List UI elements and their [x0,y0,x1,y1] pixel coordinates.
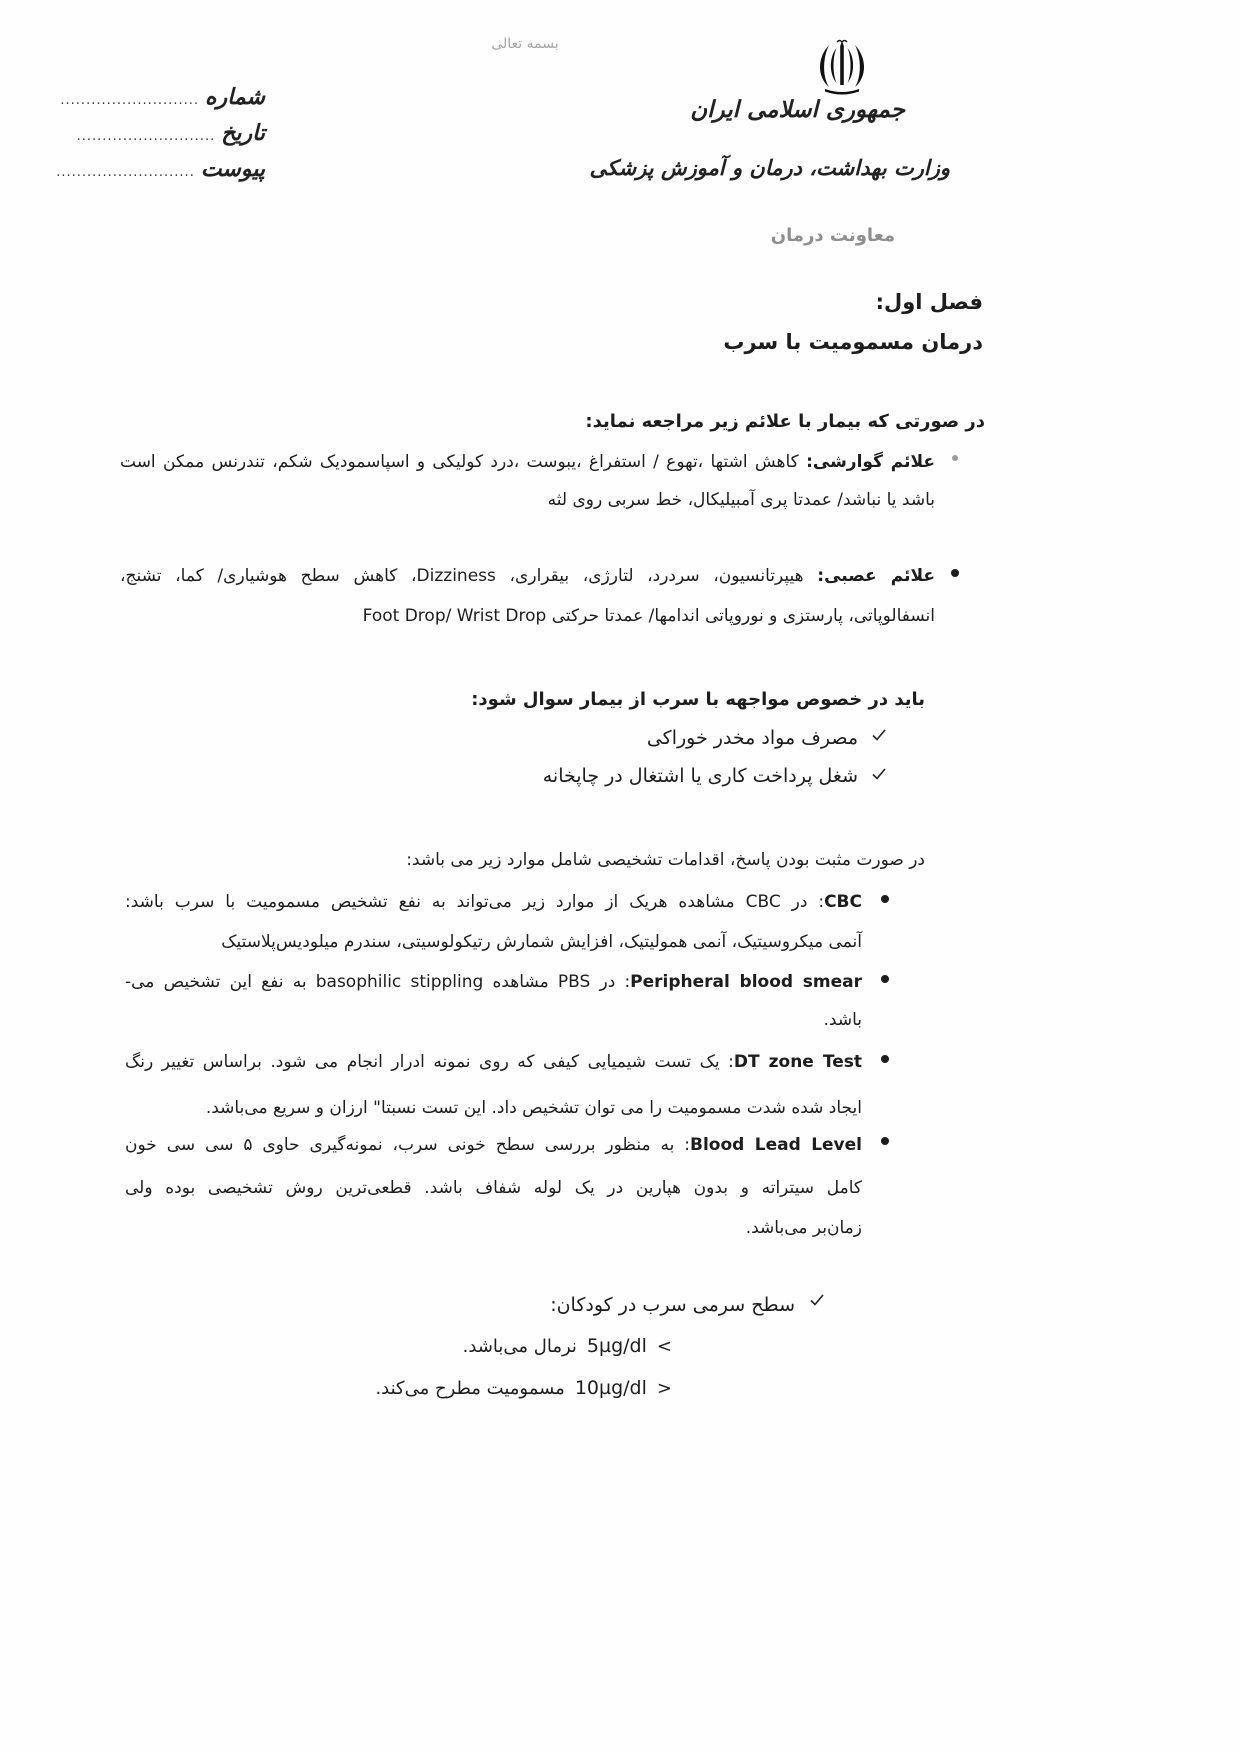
bullet-icon [952,455,958,461]
attachment-dots: ........................... [56,165,195,180]
cbc-text: : در CBC مشاهده هریک از موارد زیر می‌تواند به نفع تشخیص مسمومیت با سرب باشد: [125,892,825,912]
checkmark-icon [871,727,887,743]
bullet-icon [881,1055,889,1063]
date-field [77,118,265,153]
gi-symptoms-line-1 [120,442,935,482]
pbs-line-2: باشد. [823,1010,862,1030]
level-value: 5µg/dl [586,1335,647,1357]
exposure-check-item: مصرف مواد مخدر خوراکی [646,727,858,749]
pbs-text: : در PBS مشاهده basophilic stippling به نفع این تشخیص می- [125,972,631,992]
dt-zone-line-1 [125,1042,862,1082]
neuro-symptoms-line-2: انسفالوپاتی، پارستزی و نوروپاتی اندامها/ عمدتا حرکتی Foot Drop/ Wrist Drop [362,606,935,626]
gi-symptoms-label: علائم گوارشی: [806,452,935,472]
level-description: نرمال می‌باشد. [462,1336,577,1357]
page-title: درمان مسمومیت با سرب [723,330,983,354]
cbc-line-2: آنمی میکروسیتیک، آنمی همولیتیک، افزایش شمارش رتیکولوسیتی، سندرم میلودیس‌پلاستیک [221,932,862,952]
bullet-icon [951,569,959,577]
deputy-title: معاونت درمان [770,225,895,246]
number-field [60,82,265,117]
checkmark-icon [809,1292,825,1308]
blood-lead-line-1 [125,1125,862,1165]
bullet-icon [881,975,889,983]
bullet-icon [881,1137,889,1145]
date-label: تاریخ [221,121,265,146]
pbs-line-1 [125,962,862,1002]
level-row-toxic [375,1368,672,1408]
gi-symptoms-line-2: باشد یا نباشد/ عمدتا پری آمبیلیکال، خط سربی روی لثه [547,490,935,510]
dt-zone-label: DT zone Test [733,1052,862,1072]
level-description: مسمومیت مطرح می‌کند. [375,1378,565,1399]
cbc-line-1 [125,882,862,922]
level-value: 10µg/dl [574,1377,647,1399]
iran-emblem-icon [812,36,872,98]
number-label: شماره [204,85,265,110]
blood-lead-line-3: زمان‌بر می‌باشد. [745,1218,862,1238]
dt-zone-text: : یک تست شیمیایی کیفی که روی نمونه ادرار انجام می شود. براساس تغییر رنگ [125,1052,734,1072]
symptoms-intro: در صورتی که بیمار با علائم زیر مراجعه نماید: [585,411,985,432]
bullet-icon [881,895,889,903]
gi-symptoms-text: کاهش اشتها ،تهوع / استفراغ ،یبوست ،درد کولیکی و اسپاسمودیک شکم، تندرنس ممکن است [120,452,807,472]
date-dots: ........................... [76,129,216,144]
blood-lead-line-2: کامل سیتراته و بدون هپارین در یک لوله شفاف باشد. قطعی‌ترین روش تشخیصی بوده ولی [125,1178,862,1198]
republic-title: جمهوری اسلامی ایران [690,97,905,123]
level-row-normal [463,1326,672,1366]
level-operator: > [656,1378,672,1399]
neuro-symptoms-label: علائم عصبی: [817,566,936,586]
attachment-field [56,154,265,189]
chapter-heading: فصل اول: [875,290,983,314]
children-level-heading: سطح سرمی سرب در کودکان: [550,1294,795,1316]
basmala: بسمه تعالی [491,36,559,52]
ministry-title: وزارت بهداشت، درمان و آموزش پزشکی [589,156,950,180]
checkmark-icon [871,766,887,782]
exposure-intro: باید در خصوص مواجهه با سرب از بیمار سوال شود: [471,689,925,710]
pbs-label: Peripheral blood smear [630,972,862,992]
diagnostics-intro: در صورت مثبت بودن پاسخ، اقدامات تشخیصی شامل موارد زیر می باشد: [406,850,925,870]
attachment-label: پیوست [200,157,265,182]
neuro-symptoms-line-1 [120,556,935,596]
dt-zone-line-2: ایجاد شده شدت مسمومیت را می توان تشخیص داد. این تست نسبتا" ارزان و سریع می‌باشد. [205,1098,862,1118]
iran-emblem-icon [812,36,872,98]
level-operator: < [656,1336,672,1357]
number-dots: ........................... [60,93,199,108]
cbc-label: CBC [824,892,862,912]
blood-lead-label: Blood Lead Level [690,1135,862,1155]
blood-lead-text: : به منظور بررسی سطح خونی سرب، نمونه‌گیری حاوی ۵ سی سی خون [125,1135,691,1155]
exposure-check-item: شغل پرداخت کاری یا اشتغال در چاپخانه [542,765,858,787]
neuro-symptoms-text: هیپرتانسیون، سردرد، لتارژی، بیقراری، Dizziness، کاهش سطح هوشیاری/ کما، تشنج، [120,566,818,586]
